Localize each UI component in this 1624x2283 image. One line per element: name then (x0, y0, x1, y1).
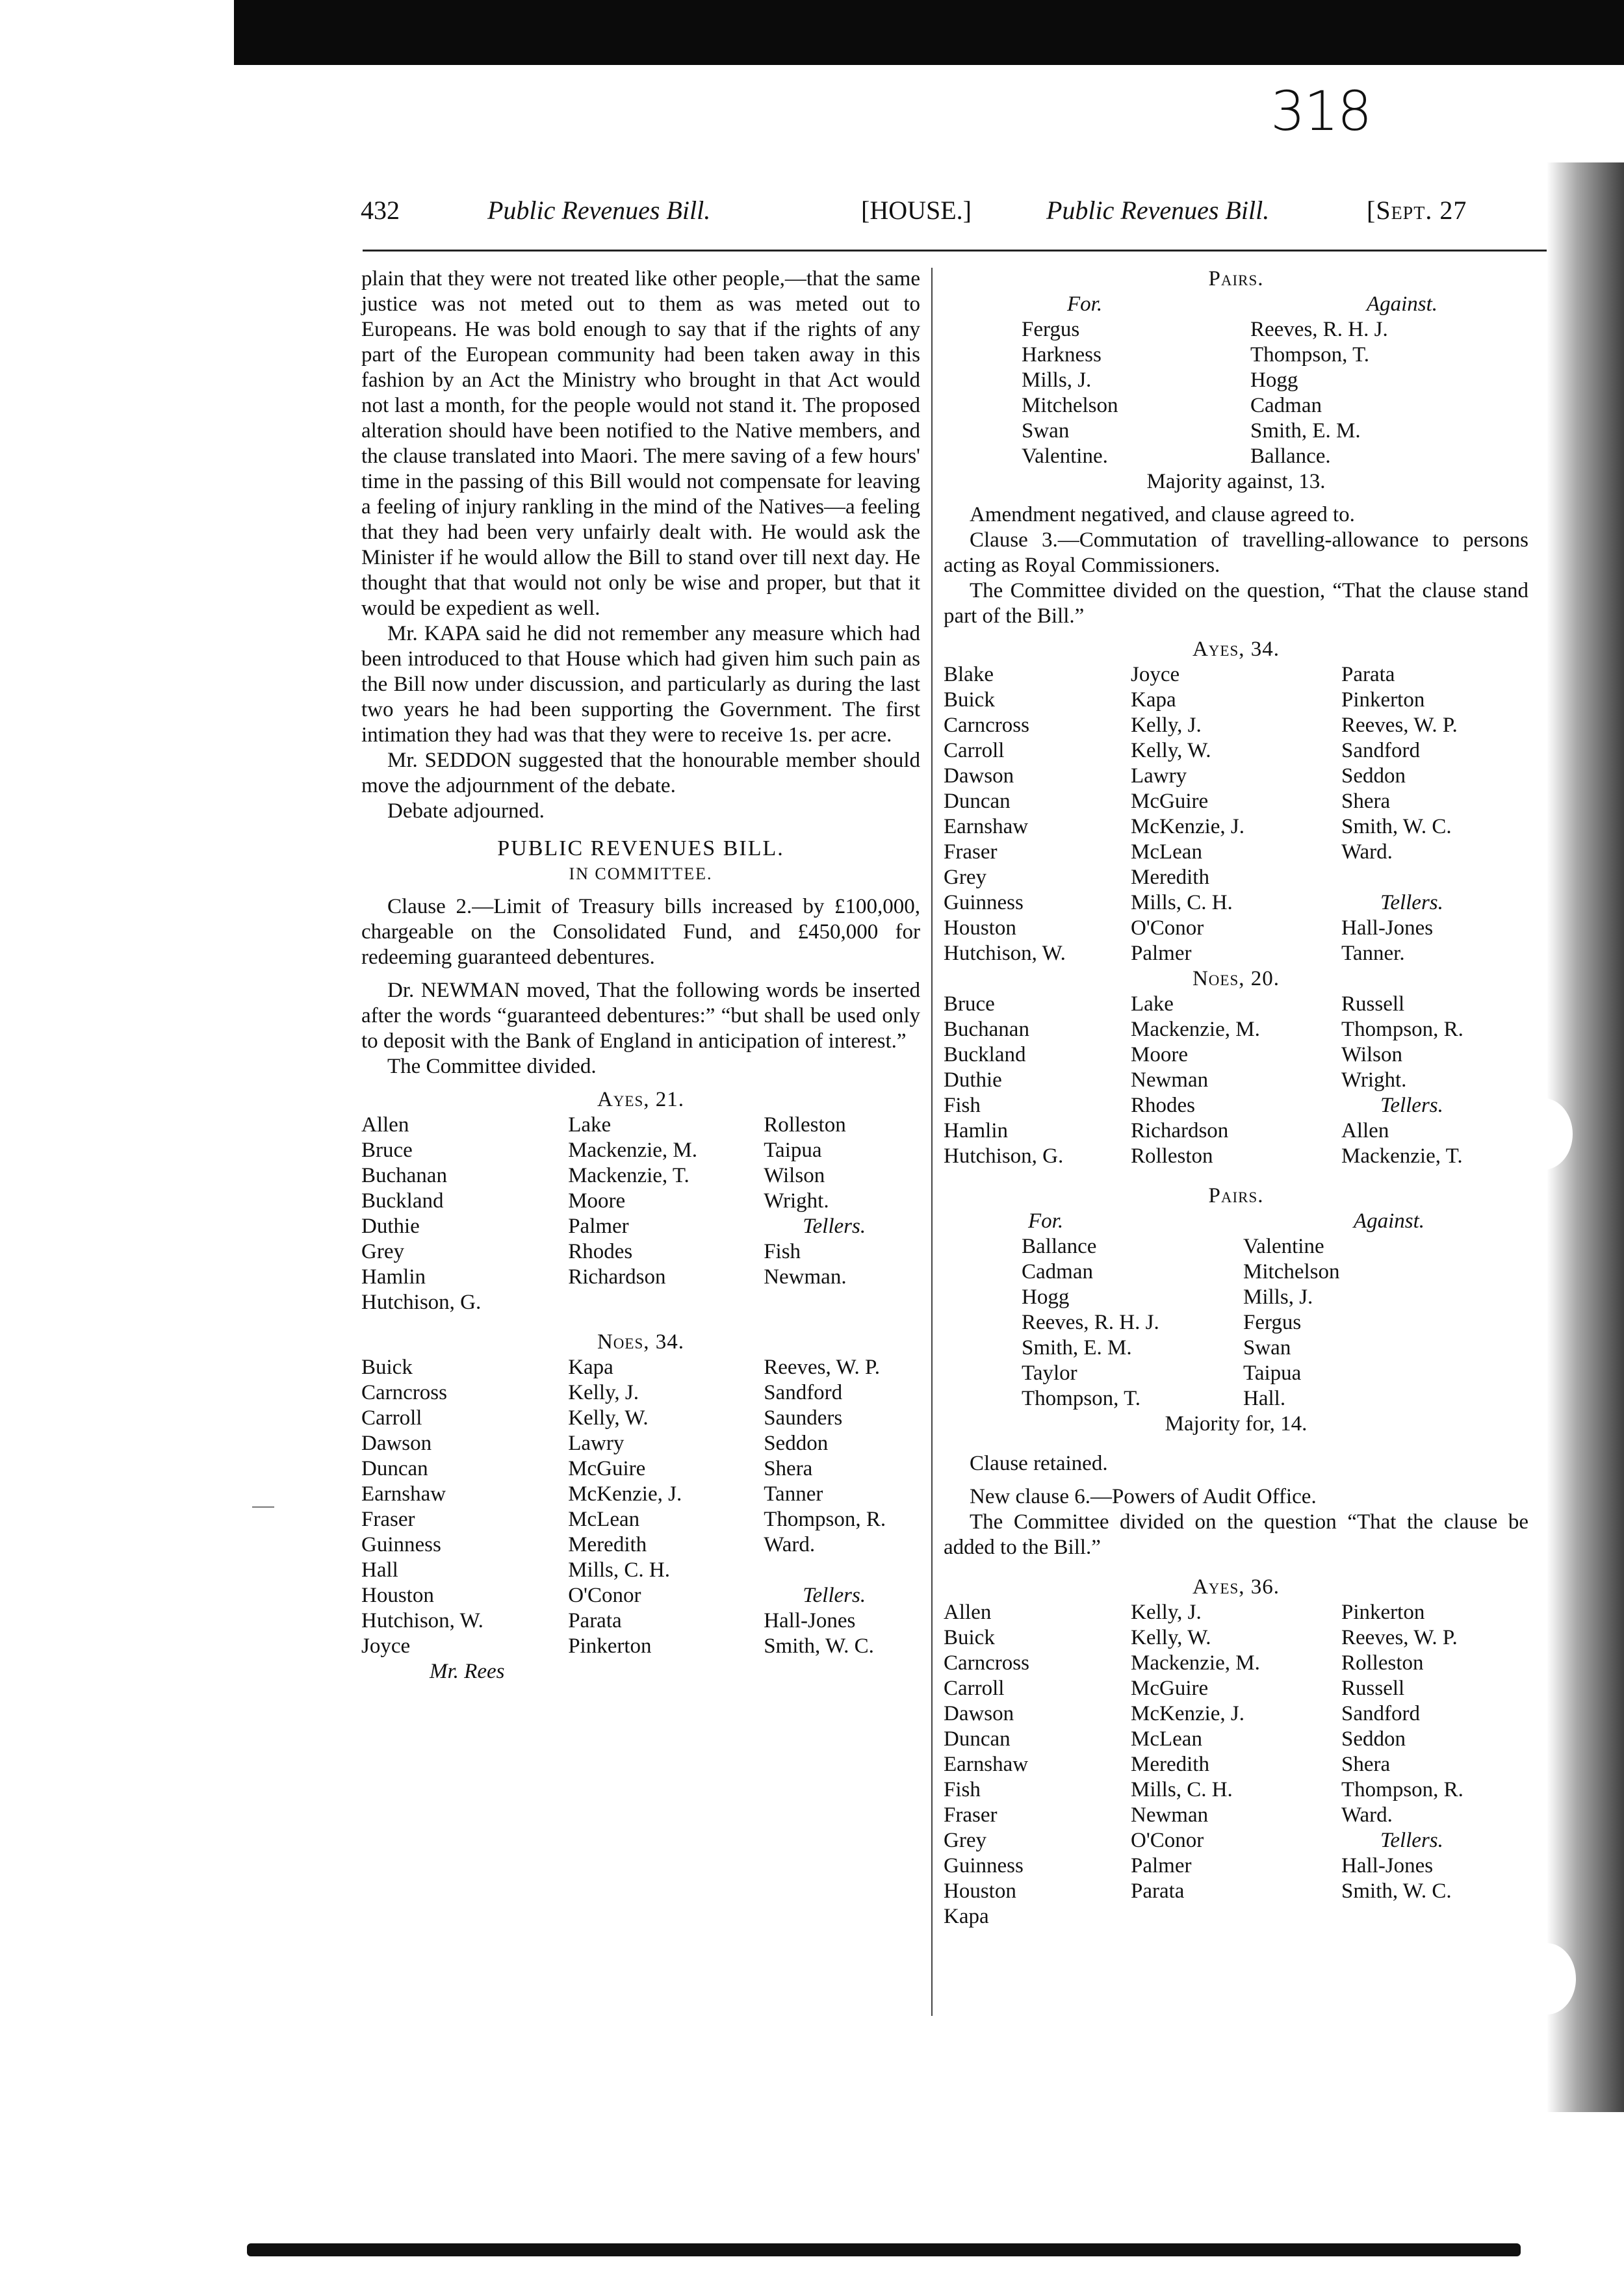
member-name: Swan (1243, 1336, 1291, 1360)
member-name: Buick (944, 688, 995, 712)
scan-top-border (234, 0, 1624, 65)
member-name: Reeves, W. P. (1341, 1626, 1458, 1649)
member-name: Mackenzie, T. (568, 1164, 690, 1187)
member-name: Hall (361, 1558, 398, 1582)
member-name: Hutchison, G. (944, 1144, 1064, 1168)
pairs-list (1022, 1209, 1424, 1412)
member-row (1022, 393, 1437, 419)
member-name: Palmer (1131, 942, 1192, 965)
member-name: Shera (764, 1457, 813, 1480)
paragraph: Mr. SEDDON suggested that the honourable member should move the adjournment of the debate. (361, 749, 920, 797)
majority-line: Majority for, 14. (1165, 1412, 1308, 1436)
member-name: O'Conor (1131, 916, 1204, 940)
member-name: Mackenzie, M. (1131, 1018, 1260, 1041)
member-name: McGuire (1131, 790, 1209, 813)
member-name: Kelly, J. (568, 1381, 639, 1404)
pairs-against-label: Against. (1366, 292, 1437, 316)
member-name (568, 1290, 764, 1315)
member-name: Hall-Jones (1341, 916, 1434, 940)
header-house: [HOUSE.] (861, 196, 972, 225)
member-name: Newman (1131, 1803, 1209, 1827)
member-row (944, 814, 1528, 840)
member-name: Sandford (1341, 739, 1420, 762)
member-name: Thompson, T. (1022, 1387, 1141, 1410)
member-name: Buckland (361, 1189, 444, 1213)
member-row (361, 1431, 920, 1456)
member-row (361, 1482, 920, 1507)
member-name: Joyce (361, 1634, 411, 1658)
member-name: McLean (1131, 840, 1202, 864)
member-name: Parata (1131, 1879, 1185, 1903)
member-row (361, 1608, 920, 1634)
member-name: Pinkerton (1341, 688, 1425, 712)
member-name: Wright. (764, 1189, 829, 1213)
member-name: Tellers. (803, 1584, 866, 1607)
member-name: Lawry (568, 1432, 625, 1455)
member-name: Mackenzie, T. (1341, 1144, 1463, 1168)
member-name: Buick (361, 1356, 413, 1379)
member-name: Swan (1022, 419, 1070, 443)
member-name: Smith, W. C. (1341, 1879, 1452, 1903)
member-row (1022, 317, 1437, 342)
member-row (1022, 1310, 1424, 1335)
member-row (361, 1456, 920, 1482)
member-name: Seddon (1341, 1727, 1406, 1751)
member-row (361, 1265, 920, 1290)
member-name: Thompson, R. (1341, 1778, 1463, 1801)
paragraph: Debate adjourned. (387, 799, 545, 823)
member-name: Mitchelson (1022, 394, 1118, 417)
member-row (944, 662, 1528, 688)
member-name: Harkness (1022, 343, 1102, 367)
member-name: Duncan (944, 1727, 1011, 1751)
member-row (361, 1239, 920, 1265)
member-name: McLean (568, 1508, 640, 1531)
paragraph: Mr. KAPA said he did not remember any measure which had been introduced to that House which had given him such pain as the Bill now under discussion, and particularly as during the last two years he had been supporting the Government. The first intimation they had was that they were to receive 1s. per acre. (361, 622, 920, 747)
member-name: McKenzie, J. (1131, 815, 1245, 838)
member-name: Tellers. (803, 1215, 866, 1238)
paragraph: Amendment negatived, and clause agreed to. (970, 503, 1355, 526)
pairs-heading: Pairs. (1208, 267, 1264, 290)
member-name: Richardson (568, 1265, 666, 1289)
member-name: Kelly, J. (1131, 714, 1202, 737)
member-row (944, 1118, 1528, 1144)
member-row (944, 890, 1528, 916)
ayes-list (944, 662, 1528, 966)
member-name: Hall-Jones (1341, 1854, 1434, 1877)
member-name: Carroll (944, 739, 1005, 762)
member-name: Fergus (1243, 1311, 1302, 1334)
member-name: Allen (361, 1113, 409, 1137)
member-row (1022, 1361, 1424, 1386)
member-name: Pinkerton (1341, 1601, 1425, 1624)
member-name: Buick (944, 1626, 995, 1649)
member-name: Mackenzie, M. (568, 1139, 698, 1162)
member-name: Moore (1131, 1043, 1188, 1066)
member-name: Taipua (764, 1139, 822, 1162)
member-name: Kelly, W. (1131, 739, 1211, 762)
member-name: Fraser (944, 840, 998, 864)
member-name: Smith, E. M. (1250, 419, 1361, 443)
majority-line: Majority against, 13. (1146, 470, 1326, 493)
member-name: Tellers. (1380, 891, 1443, 914)
member-row (944, 738, 1528, 764)
running-header (361, 195, 1530, 234)
member-name: Mills, C. H. (1131, 1778, 1233, 1801)
member-name: Taipua (1243, 1361, 1302, 1385)
member-name: Houston (361, 1584, 434, 1607)
member-row (1022, 1234, 1424, 1259)
paragraph: The Committee divided. (387, 1055, 597, 1078)
member-name: Meredith (1131, 1753, 1209, 1776)
member-row (944, 1042, 1528, 1068)
handwritten-page-number: 318 (1270, 79, 1371, 143)
margin-mark (252, 1506, 274, 1508)
pairs-list (1022, 292, 1437, 469)
member-name: Fergus (1022, 318, 1080, 341)
member-name: Newman (1131, 1068, 1209, 1092)
member-name: Carroll (944, 1677, 1005, 1700)
member-name: Joyce (1131, 663, 1180, 686)
member-name: Newman. (764, 1265, 847, 1289)
member-name: Fish (764, 1240, 801, 1263)
member-row (944, 1904, 1528, 1929)
member-name (764, 1558, 920, 1583)
member-name: Rhodes (1131, 1094, 1195, 1117)
paragraph: New clause 6.—Powers of Audit Office. (970, 1485, 1317, 1508)
member-name: Buchanan (361, 1164, 447, 1187)
member-name: O'Conor (568, 1584, 641, 1607)
member-name: Fish (944, 1094, 981, 1117)
member-name (764, 1290, 920, 1315)
member-name: Smith, W. C. (764, 1634, 874, 1658)
member-name: Grey (361, 1240, 404, 1263)
member-row (361, 1634, 920, 1659)
member-row (944, 992, 1528, 1017)
member-row (944, 840, 1528, 865)
member-row (944, 1752, 1528, 1777)
member-name: Taylor (1022, 1361, 1077, 1385)
member-name: Bruce (944, 992, 995, 1016)
member-name: Richardson (1131, 1119, 1229, 1142)
member-row (361, 1113, 920, 1138)
member-name: Guinness (944, 1854, 1024, 1877)
paragraph: Clause retained. (970, 1452, 1108, 1475)
member-name: Rolleston (1131, 1144, 1213, 1168)
header-right-title: Public Revenues Bill. (1046, 196, 1270, 225)
column-divider (931, 268, 933, 2016)
member-name: Hogg (1250, 368, 1298, 392)
member-row (1022, 342, 1437, 368)
member-name: Hutchison, G. (361, 1291, 482, 1314)
member-name: Buckland (944, 1043, 1026, 1066)
member-name: Lawry (1131, 764, 1187, 788)
member-name (1341, 1904, 1528, 1929)
noes-list (361, 1355, 920, 1659)
noes-heading: Noes, 34. (597, 1330, 685, 1354)
section-title: PUBLIC REVENUES BILL. (497, 836, 784, 860)
member-row (361, 1583, 920, 1608)
member-row (361, 1558, 920, 1583)
member-name: Parata (1341, 663, 1395, 686)
noes-list (944, 992, 1528, 1169)
member-name: McGuire (568, 1457, 646, 1480)
member-name: Ballance. (1250, 445, 1331, 468)
section-subtitle: IN COMMITTEE. (569, 864, 713, 883)
member-name: Russell (1341, 992, 1405, 1016)
paragraph: The Committee divided on the question, “That the clause stand part of the Bill.” (944, 579, 1528, 628)
member-row (1022, 419, 1437, 444)
member-name: Mills, C. H. (568, 1558, 670, 1582)
member-name: Duthie (944, 1068, 1002, 1092)
member-row (361, 1355, 920, 1380)
member-name: Seddon (764, 1432, 829, 1455)
scan-bottom-border (247, 2243, 1521, 2256)
page-number: 432 (361, 196, 400, 225)
member-row (944, 789, 1528, 814)
member-row (944, 1777, 1528, 1803)
member-name: Carroll (361, 1406, 422, 1430)
member-row (944, 1600, 1528, 1625)
member-name: McLean (1131, 1727, 1202, 1751)
member-name: Earnshaw (944, 815, 1029, 838)
member-name: Dawson (944, 1702, 1014, 1725)
member-row (944, 1727, 1528, 1752)
member-name: Earnshaw (944, 1753, 1029, 1776)
member-row (361, 1406, 920, 1431)
member-name: Hutchison, W. (361, 1609, 483, 1632)
member-row (361, 1189, 920, 1214)
member-name: Wilson (1341, 1043, 1403, 1066)
ayes-heading: Ayes, 36. (1192, 1575, 1280, 1599)
header-date: [Sept. 27 (1367, 196, 1467, 225)
member-name: Kelly, W. (568, 1406, 649, 1430)
member-name: Buchanan (944, 1018, 1029, 1041)
member-name: Houston (944, 916, 1016, 940)
member-name: Mills, C. H. (1131, 891, 1233, 914)
member-name: Guinness (944, 891, 1024, 914)
member-row (361, 1507, 920, 1532)
member-name: Tellers. (1380, 1094, 1443, 1117)
ayes-heading: Ayes, 21. (597, 1088, 685, 1111)
member-name: Thompson, R. (764, 1508, 886, 1531)
member-name: Reeves, R. H. J. (1022, 1311, 1159, 1334)
member-name: Rolleston (1341, 1651, 1424, 1675)
paragraph: Clause 2.—Limit of Treasury bills increased by £100,000, chargeable on the Consolidated Fund, and £450,000 for redeeming guaranteed debentures. (361, 895, 920, 969)
member-name: Houston (944, 1879, 1016, 1903)
paragraph: plain that they were not treated like other people,—that the same justice was not meted out to them as was meted out to Europeans. He was bold enough to say that if the rights of any part of the European community had been taken away in this fashion by an Act the Ministry who brought in that Act would not last a month, for the people would not stand it. The proposed alteration should have been notified to the Native members, and the clause translated into Maori. The mere saving of a few hours' time in the passing of this Bill would not compensate for leaving a feeling of injury rankling in the mind of the Natives—a feeling that they had been very unfairly dealt with. He would ask the Minister if he would allow the Bill to stand over till next day. He thought that that would not only be wise and proper, but that it would be expedient as well. (361, 267, 920, 620)
pairs-for-label: For. (1067, 292, 1103, 316)
member-name: McKenzie, J. (1131, 1702, 1245, 1725)
member-name: Hamlin (944, 1119, 1008, 1142)
member-name: Carncross (944, 1651, 1029, 1675)
member-name: Ward. (1341, 1803, 1393, 1827)
member-row (944, 1676, 1528, 1701)
member-name: Hogg (1022, 1285, 1070, 1309)
ayes-list (944, 1600, 1528, 1929)
member-name: Fraser (361, 1508, 415, 1531)
member-row (944, 1828, 1528, 1853)
member-name: Carncross (944, 714, 1029, 737)
member-row (1022, 1386, 1424, 1412)
member-name: Reeves, W. P. (764, 1356, 880, 1379)
member-name: Pinkerton (568, 1634, 652, 1658)
paragraph: Clause 3.—Commutation of travelling-allowance to persons acting as Royal Commissioners. (944, 528, 1528, 577)
member-row (1022, 1285, 1424, 1310)
paragraph: Dr. NEWMAN moved, That the following words be inserted after the words “guaranteed debentures:” “but shall be used only to deposit with the Bank of England in anticipation of interest.” (361, 979, 920, 1053)
member-name: Lake (568, 1113, 612, 1137)
left-column (361, 266, 920, 1684)
member-name: Guinness (361, 1533, 441, 1556)
member-name: Valentine. (1022, 445, 1108, 468)
member-name: Duncan (361, 1457, 428, 1480)
member-row (944, 764, 1528, 789)
pairs-for-label: For. (1028, 1209, 1064, 1233)
member-name: Sandford (764, 1381, 843, 1404)
member-name: Meredith (568, 1533, 647, 1556)
member-name: Kapa (1131, 688, 1176, 712)
member-name: Meredith (1131, 866, 1209, 889)
member-name: Kelly, J. (1131, 1601, 1202, 1624)
member-row (361, 1214, 920, 1239)
header-rule (363, 250, 1547, 252)
member-name: Wright. (1341, 1068, 1407, 1092)
member-row (944, 1701, 1528, 1727)
member-row (944, 1853, 1528, 1879)
member-row (361, 1290, 920, 1315)
catchword: Mr. Rees (430, 1660, 505, 1683)
member-name: Hall-Jones (764, 1609, 856, 1632)
member-name: Parata (568, 1609, 622, 1632)
member-name: Wilson (764, 1164, 825, 1187)
member-row (944, 916, 1528, 941)
member-name: Seddon (1341, 764, 1406, 788)
member-name: Grey (944, 866, 986, 889)
member-name: O'Conor (1131, 1829, 1204, 1852)
member-name: Moore (568, 1189, 626, 1213)
member-row (1022, 444, 1437, 469)
member-name: Palmer (568, 1215, 629, 1238)
member-name: Cadman (1250, 394, 1322, 417)
member-name: Ballance (1022, 1235, 1097, 1258)
header-left-title: Public Revenues Bill. (487, 196, 711, 225)
member-name: Rhodes (568, 1240, 633, 1263)
member-row (944, 1803, 1528, 1828)
member-name (1341, 865, 1528, 890)
member-name: Duncan (944, 790, 1011, 813)
member-row (944, 1068, 1528, 1093)
member-name: Mills, J. (1243, 1285, 1313, 1309)
member-name: Smith, E. M. (1022, 1336, 1132, 1360)
member-row (1022, 1335, 1424, 1361)
member-name: Allen (1341, 1119, 1389, 1142)
right-column (944, 266, 1528, 1929)
member-name: Reeves, W. P. (1341, 714, 1458, 737)
member-name: McKenzie, J. (568, 1482, 682, 1506)
member-row (944, 688, 1528, 713)
member-name: Russell (1341, 1677, 1405, 1700)
member-name: Tellers. (1380, 1829, 1443, 1852)
member-name (1131, 1904, 1341, 1929)
member-name: Mackenzie, M. (1131, 1651, 1260, 1675)
member-name: Rolleston (764, 1113, 846, 1137)
member-row (361, 1532, 920, 1558)
member-row (944, 1651, 1528, 1676)
member-name: Shera (1341, 790, 1391, 813)
member-name: McGuire (1131, 1677, 1209, 1700)
member-name: Valentine (1243, 1235, 1324, 1258)
member-name: Duthie (361, 1215, 420, 1238)
ayes-list (361, 1113, 920, 1315)
member-name: Ward. (764, 1533, 816, 1556)
member-name: Cadman (1022, 1260, 1093, 1283)
member-name: Saunders (764, 1406, 843, 1430)
member-name: Mills, J. (1022, 368, 1092, 392)
member-name: Shera (1341, 1753, 1391, 1776)
pairs-heading: Pairs. (1208, 1184, 1264, 1207)
member-name: Bruce (361, 1139, 413, 1162)
member-name: Tanner (764, 1482, 823, 1506)
member-name: Fish (944, 1778, 981, 1801)
ayes-heading: Ayes, 34. (1192, 638, 1280, 661)
noes-heading: Noes, 20. (1192, 967, 1280, 990)
member-name: Blake (944, 663, 994, 686)
member-row (944, 713, 1528, 738)
member-name: Thompson, T. (1250, 343, 1370, 367)
member-name: Fraser (944, 1803, 998, 1827)
member-name: Smith, W. C. (1341, 815, 1452, 838)
member-name: Thompson, R. (1341, 1018, 1463, 1041)
member-row (361, 1138, 920, 1163)
member-name: Kelly, W. (1131, 1626, 1211, 1649)
member-row (1022, 1259, 1424, 1285)
member-name: Reeves, R. H. J. (1250, 318, 1388, 341)
member-name: Dawson (944, 764, 1014, 788)
member-row (1022, 368, 1437, 393)
member-row (944, 1879, 1528, 1904)
member-name: Hutchison, W. (944, 942, 1066, 965)
member-row (361, 1380, 920, 1406)
member-row (944, 865, 1528, 890)
member-name: Carncross (361, 1381, 447, 1404)
punch-hole (1517, 1943, 1576, 2015)
member-name: Kapa (944, 1905, 989, 1928)
paragraph: The Committee divided on the question “That the clause be added to the Bill.” (944, 1510, 1528, 1559)
member-name: Hall. (1243, 1387, 1286, 1410)
pairs-against-label: Against. (1353, 1209, 1424, 1233)
member-name: Mitchelson (1243, 1260, 1340, 1283)
member-row (944, 1093, 1528, 1118)
member-row (944, 1017, 1528, 1042)
member-name: Dawson (361, 1432, 432, 1455)
member-name: Tanner. (1341, 942, 1405, 965)
member-name: Sandford (1341, 1702, 1420, 1725)
member-name: Earnshaw (361, 1482, 446, 1506)
member-name: Hamlin (361, 1265, 426, 1289)
member-name: Kapa (568, 1356, 613, 1379)
member-name: Palmer (1131, 1854, 1192, 1877)
member-row (944, 941, 1528, 966)
member-name: Allen (944, 1601, 992, 1624)
member-name: Grey (944, 1829, 986, 1852)
member-row (361, 1163, 920, 1189)
member-row (944, 1625, 1528, 1651)
member-name: Ward. (1341, 840, 1393, 864)
member-name: Lake (1131, 992, 1174, 1016)
member-row (944, 1144, 1528, 1169)
